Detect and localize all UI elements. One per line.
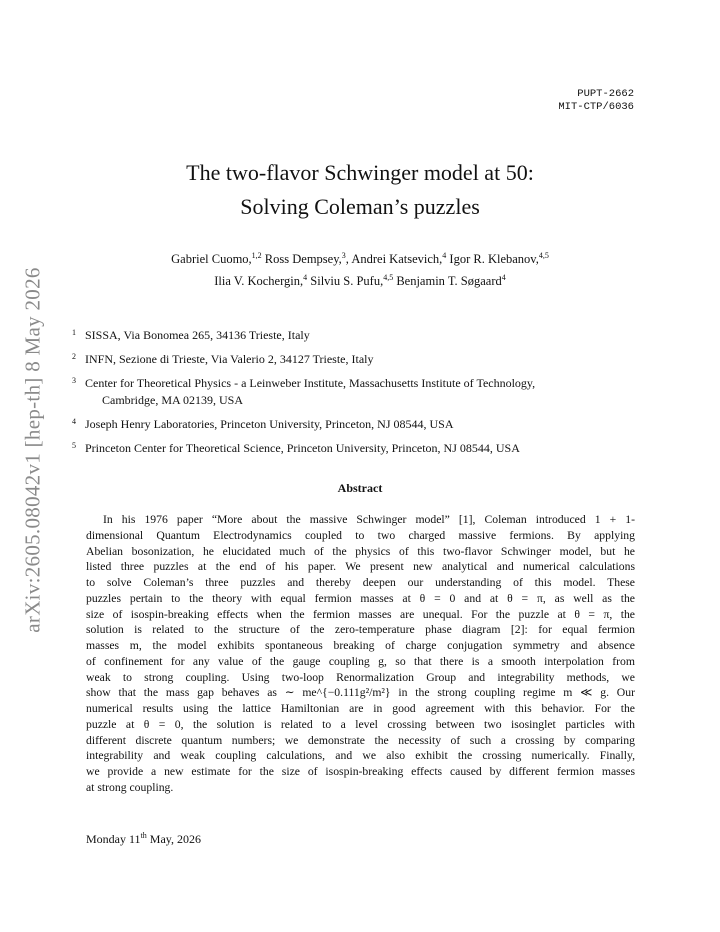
report-numbers bbox=[558, 88, 634, 114]
author-name: Igor R. Klebanov, bbox=[446, 252, 539, 266]
affiliation-text: SISSA, Via Bonomea 265, 34136 Trieste, Italy bbox=[85, 328, 310, 342]
report-number: PUPT-2662 bbox=[577, 88, 634, 100]
affiliation bbox=[72, 327, 642, 344]
affiliation bbox=[72, 416, 642, 433]
author-name: Ross Dempsey, bbox=[261, 252, 342, 266]
affiliation-number: 1 bbox=[72, 328, 76, 337]
affiliation-list bbox=[72, 327, 642, 464]
arxiv-stamp: arXiv:2605.08042v1 [hep-th] 8 May 2026 bbox=[20, 267, 45, 633]
abstract-heading: Abstract bbox=[337, 481, 383, 495]
date-ordinal: th bbox=[140, 831, 147, 840]
author-affiliation-mark: 4 bbox=[442, 251, 447, 260]
author-name: Benjamin T. Søgaard bbox=[393, 274, 502, 288]
abstract-line: puzzles pertain to the theory with equal fermion masses at θ = 0 and at θ = π, as well as the bbox=[86, 591, 635, 605]
abstract-line: puzzle at θ = 0, the solution is related to a level crossing between two isosinglet particles with bbox=[86, 717, 635, 731]
abstract-line: to solve Coleman’s three puzzles and thereby deepen our understanding of this model. These bbox=[86, 576, 635, 589]
author-name: Gabriel Cuomo, bbox=[171, 252, 252, 266]
date-text: Monday 11 bbox=[86, 832, 141, 846]
author-affiliation-mark: 4 bbox=[303, 273, 308, 282]
date-line bbox=[86, 832, 201, 847]
title-line: The two-flavor Schwinger model at 50: bbox=[186, 160, 534, 185]
author-line bbox=[0, 270, 720, 292]
author-affiliation-mark: 4 bbox=[501, 273, 506, 282]
affiliation-number: 3 bbox=[72, 376, 76, 385]
author-list bbox=[0, 248, 720, 292]
abstract-line: Abelian bosonization, he elucidated much of the physics of this two-flavor Schwinger model, but he bbox=[86, 544, 635, 558]
affiliation-number: 5 bbox=[72, 441, 76, 450]
author-name: Ilia V. Kochergin, bbox=[214, 274, 304, 288]
abstract-line: numerical results using the lattice Hamiltonian are in good agreement with this behavior. For the bbox=[86, 702, 635, 715]
abstract-body bbox=[86, 512, 635, 796]
affiliation-text: INFN, Sezione di Trieste, Via Valerio 2, 34127 Trieste, Italy bbox=[85, 352, 374, 366]
abstract-line: In his 1976 paper “More about the massive Schwinger model” [1], Coleman introduced 1 + 1- bbox=[103, 513, 635, 526]
abstract-line: weak to strong coupling. Using two-loop Renormalization Group and integrability methods, we bbox=[86, 670, 635, 684]
author-name: , Andrei Katsevich, bbox=[345, 252, 443, 266]
abstract-line: masses m, the model exhibits spontaneous breaking of charge conjugation symmetry and absence bbox=[86, 639, 635, 652]
abstract-line: integrability and weak coupling calculations, and we also exhibit the crossing numerically. Finally, bbox=[86, 749, 635, 763]
abstract-line: different discrete quantum numbers; we demonstrate the necessity of such a crossing by comparing bbox=[86, 733, 635, 747]
author-affiliation-mark: 4,5 bbox=[383, 273, 394, 282]
abstract-line: of confinement for any value of the gauge coupling g, so that there is a smooth interpolation from bbox=[86, 654, 635, 668]
affiliation-text: Joseph Henry Laboratories, Princeton University, Princeton, NJ 08544, USA bbox=[85, 417, 454, 431]
abstract-line: we provide a new estimate for the size of isospin-breaking effects caused by different fermion masses bbox=[86, 765, 635, 778]
affiliation bbox=[72, 440, 642, 457]
affiliation-number: 2 bbox=[72, 352, 76, 361]
affiliation-text: Princeton Center for Theoretical Science, Princeton University, Princeton, NJ 08544, USA bbox=[85, 441, 520, 455]
abstract-line: at strong coupling. bbox=[86, 780, 174, 794]
author-name: Silviu S. Pufu, bbox=[307, 274, 384, 288]
author-affiliation-mark: 4,5 bbox=[538, 251, 549, 260]
abstract-line: show that the mass gap behaves as ∼ me^{−0.111g²/m²} in the strong coupling regime m ≪ g. Our bbox=[86, 686, 635, 700]
abstract-line: solution is related to the structure of the zero-temperature phase diagram [2]: for equal fermion bbox=[86, 623, 635, 637]
affiliation bbox=[72, 375, 642, 409]
author-affiliation-mark: 3 bbox=[341, 251, 346, 260]
author-line bbox=[0, 248, 720, 270]
abstract-line: dimensional Quantum Electrodynamics coupled to two charged massive fermions. By applying bbox=[86, 528, 635, 542]
author-affiliation-mark: 1,2 bbox=[251, 251, 262, 260]
paper-title bbox=[0, 156, 720, 224]
abstract-line: listed three puzzles at the end of his paper. We present new analytical and numerical calculations bbox=[86, 560, 635, 574]
report-number: MIT-CTP/6036 bbox=[558, 101, 634, 113]
title-line: Solving Coleman’s puzzles bbox=[240, 194, 480, 219]
date-text: May, 2026 bbox=[146, 832, 202, 846]
affiliation-text: Cambridge, MA 02139, USA bbox=[102, 393, 243, 407]
affiliation-number: 4 bbox=[72, 417, 76, 426]
affiliation bbox=[72, 351, 642, 368]
affiliation-text: Center for Theoretical Physics - a Leinweber Institute, Massachusetts Institute of Technology, bbox=[85, 376, 536, 390]
abstract-line: size of isospin-breaking effects when the fermion masses are unequal. For the puzzle at θ = π, the bbox=[86, 607, 635, 621]
